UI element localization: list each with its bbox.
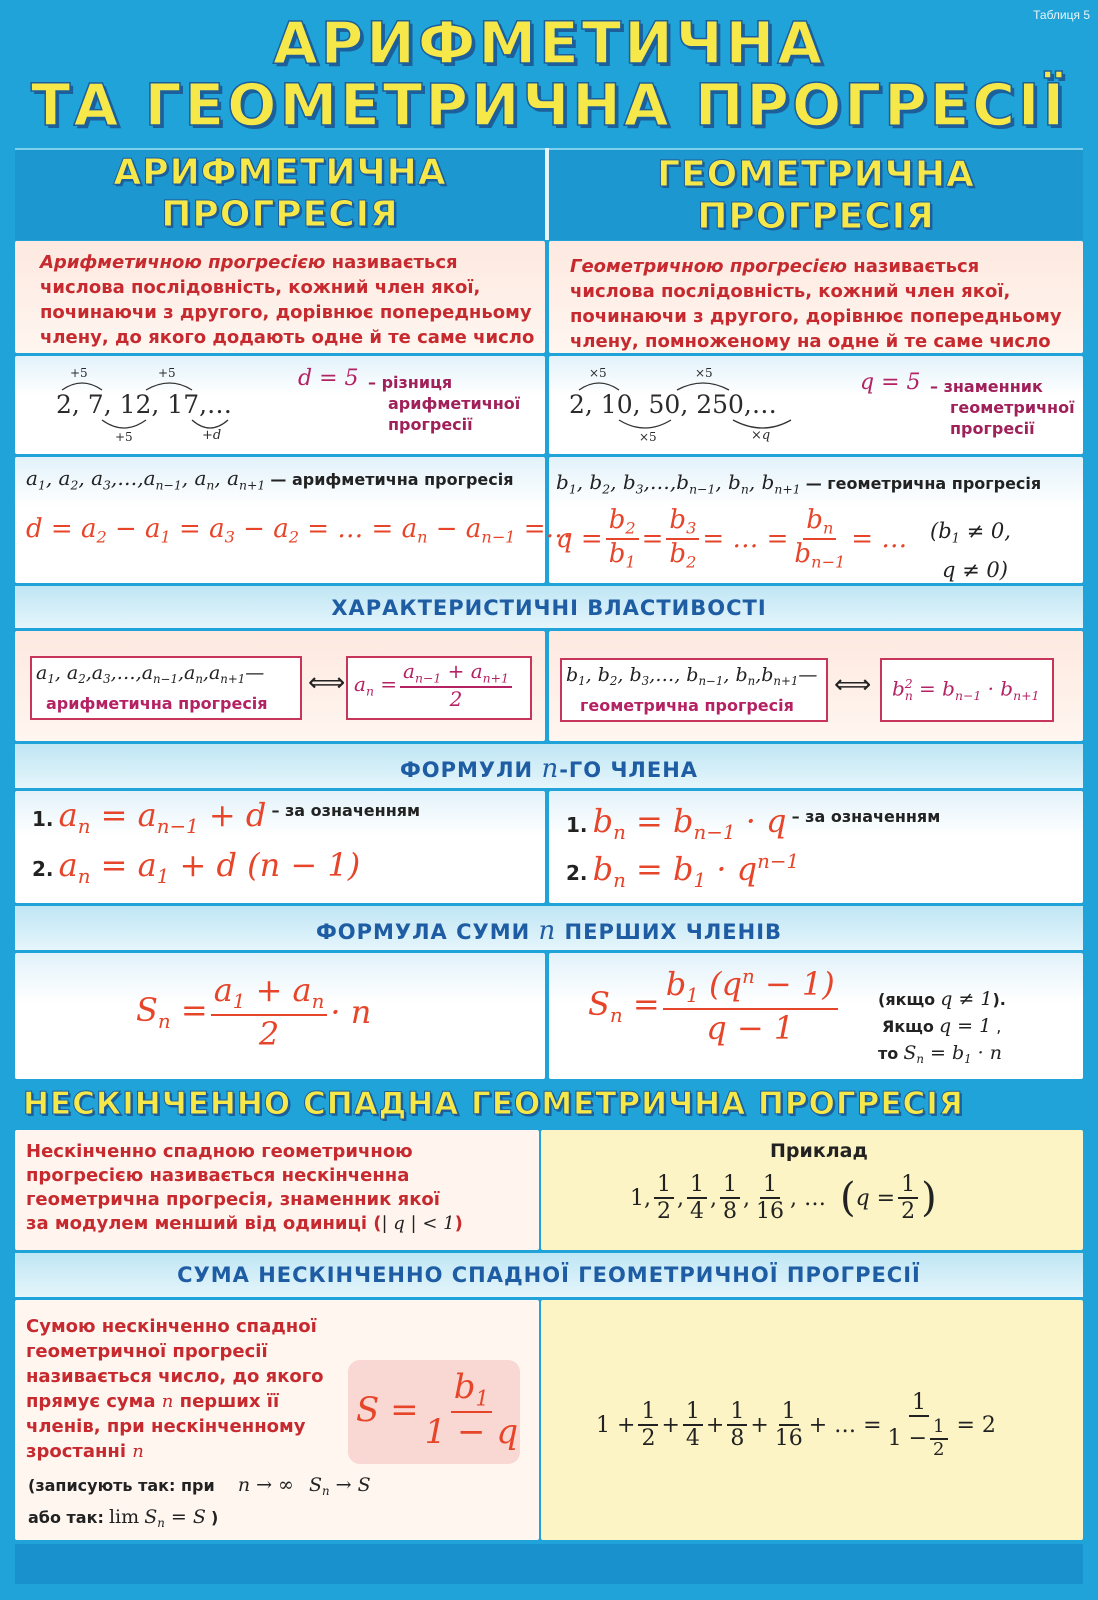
arith-header: АРИФМЕТИЧНА ПРОГРЕСІЯ <box>113 152 447 235</box>
geom-step-top2: ×5 <box>695 366 713 380</box>
geom-ratio-formula: q = $\frac{b_2}{b_1}$ = $\frac{b_3}{b_2}$ = … = $\frac{b_n}{b_{n-1}}$ = … <box>556 505 908 572</box>
arith-sum-formula: $S_n$ = $\frac{a_1 + a_n}{2}$ · n <box>136 971 372 1053</box>
geom-equivalence-icon: ⟺ <box>834 670 872 700</box>
geom-nth-formula2: 2. $b_n = b_1 \cdot q^{n-1}$ <box>566 850 800 892</box>
arith-step-bot2: +d <box>202 428 222 443</box>
geom-example-sequence: 2, 10, 50, 250,… <box>569 390 777 419</box>
arith-step-top2: +5 <box>158 366 176 380</box>
nth-band-title: ФОРМУЛИ n-ГО ЧЛЕНА <box>399 754 699 784</box>
arith-definition: Арифметичною прогресією називається числова послідовність, кожний член якої, починаючи з другого, дорівнює попередньому члену, до якого додають одне й те саме число <box>40 252 535 348</box>
arith-d-value: d = 5 <box>298 366 359 391</box>
geom-definition: Геометричною прогресією називається числова послідовність, кожний член якої, починаючи з другого, дорівнює попередньому члену, помноженому на одне й те саме число <box>570 256 1062 352</box>
arith-example-sequence: 2, 7, 12, 17,… <box>56 390 233 419</box>
geom-step-bot2: ×q <box>751 428 771 443</box>
sum-band-title: ФОРМУЛА СУМИ n ПЕРШИХ ЧЛЕНІВ <box>315 916 783 946</box>
infinite-sum-definition: Сумою нескінченно спадної геометричної прогресії називається число, до якого прямує сума n перших її членів, при нескінченному зростанні n <box>26 1316 324 1462</box>
arith-example <box>20 358 280 454</box>
arith-nth-formula2: 2. $a_n = a_1 + d$ (n − 1) <box>32 846 361 888</box>
geom-q-desc: – знаменник геометричної прогресії <box>930 377 1075 438</box>
arith-difference-formula: $d = a_2 - a_1 = a_3 - a_2$ = … = $a_n - a_{n-1}$ =… <box>26 514 572 547</box>
arith-nth-formula1: 1. $a_n = a_{n-1} + d$ – за означенням <box>32 796 421 838</box>
geom-ratio-conditions: ($b_1 \ne 0$, q ≠ 0) <box>930 519 1011 582</box>
infinite-sum-example: 1 + $\frac{1}{2}$ + $\frac{1}{4}$ + $\frac{1}{8}$ + $\frac{1}{16}$ + … = 1 1 − $\frac{1}{2}$ = 2 <box>596 1390 996 1460</box>
arith-d-desc: – різниця арифметичної прогресії <box>368 373 521 434</box>
arith-property-sequence-box: $a_1$, $a_2,a_3,\dots,a_{n-1},a_n,a_{n+1}—$ арифметична прогресія <box>30 656 302 720</box>
geom-step-bot1: ×5 <box>639 430 657 444</box>
arith-equivalence-icon: ⟺ <box>308 668 346 698</box>
table-number: Таблиця 5 <box>1033 8 1090 22</box>
geom-sum-conditions: (якщо q ≠ 1). Якщо q = 1 , то $S_n = b_1 \cdot n$ <box>878 988 1006 1067</box>
geom-example <box>555 358 835 454</box>
arith-property-formula-box: $a_n$ = $\frac{a_{n-1} + a_{n+1}}{2}$ <box>346 656 532 720</box>
arith-step-top1: +5 <box>70 366 88 380</box>
geom-q-value: q = 5 <box>860 370 921 395</box>
properties-band-title: ХАРАКТЕРИСТИЧНІ ВЛАСТИВОСТІ <box>331 596 767 620</box>
geom-property-sequence-box: $b_1$, $b_2$, $b_3,\dots$, $b_{n-1}$, $b_n,b_{n+1}—$ геометрична прогресія <box>560 658 828 722</box>
geom-sum-formula: $S_n$ = $\frac{b_1 (q^n - 1)}{q - 1}$ <box>588 966 841 1047</box>
infinite-sum-band-title: СУМА НЕСКІНЧЕННО СПАДНОЇ ГЕОМЕТРИЧНОЇ ПРОГРЕСІЇ <box>177 1263 921 1287</box>
arith-step-bot1: +5 <box>115 430 133 444</box>
bottom-strip <box>15 1544 1083 1584</box>
geom-property-formula-box: $b_n^2 = b_{n-1} \cdot b_{n+1}$ <box>880 658 1054 722</box>
infinite-header: НЕСКІНЧЕННО СПАДНА ГЕОМЕТРИЧНА ПРОГРЕСІЯ <box>23 1086 964 1122</box>
poster-title-line2: ТА ГЕОМЕТРИЧНА ПРОГРЕСІЇ <box>30 71 1068 139</box>
infinite-sum-notation: (записують так: при n → ∞ $S_n \to S$ або так: $\lim S_n = S$ ) <box>28 1474 371 1531</box>
geom-header: ГЕОМЕТРИЧНА ПРОГРЕСІЯ <box>657 154 975 237</box>
poster-title-line1: АРИФМЕТИЧНА <box>272 9 826 77</box>
geom-sequence-notation: $b_1$, $b_2$, $b_3,\dots,b_{n-1}$, $b_n$, $b_{n+1}$ — геометрична прогресія <box>556 470 1042 497</box>
infinite-definition: Нескінченно спадною геометричною прогресією називається нескінченна геометрична прогресія, знаменник якої за модулем менший від одиниці (| q | < 1) <box>26 1141 463 1234</box>
infinite-sum-formula-box: S = $\frac{b_1}{1 - q}$ <box>348 1360 520 1464</box>
infinite-example-title: Приклад <box>770 1140 868 1162</box>
infinite-example-sequence: 1, $\frac{1}{2}$ , $\frac{1}{4}$ , $\frac{1}{8}$ , $\frac{1}{16}$ , … ( q = $\frac{1}{2}$ ) <box>630 1172 937 1225</box>
geom-step-top1: ×5 <box>589 366 607 380</box>
arith-sequence-notation: $a_1$, $a_2$, $a_3,\dots,a_{n-1}$, $a_n$, $a_{n+1}$ — арифметична прогресія <box>26 466 514 493</box>
geom-nth-formula1: 1. $b_n = b_{n-1} \cdot q$ – за означенням <box>566 802 941 844</box>
